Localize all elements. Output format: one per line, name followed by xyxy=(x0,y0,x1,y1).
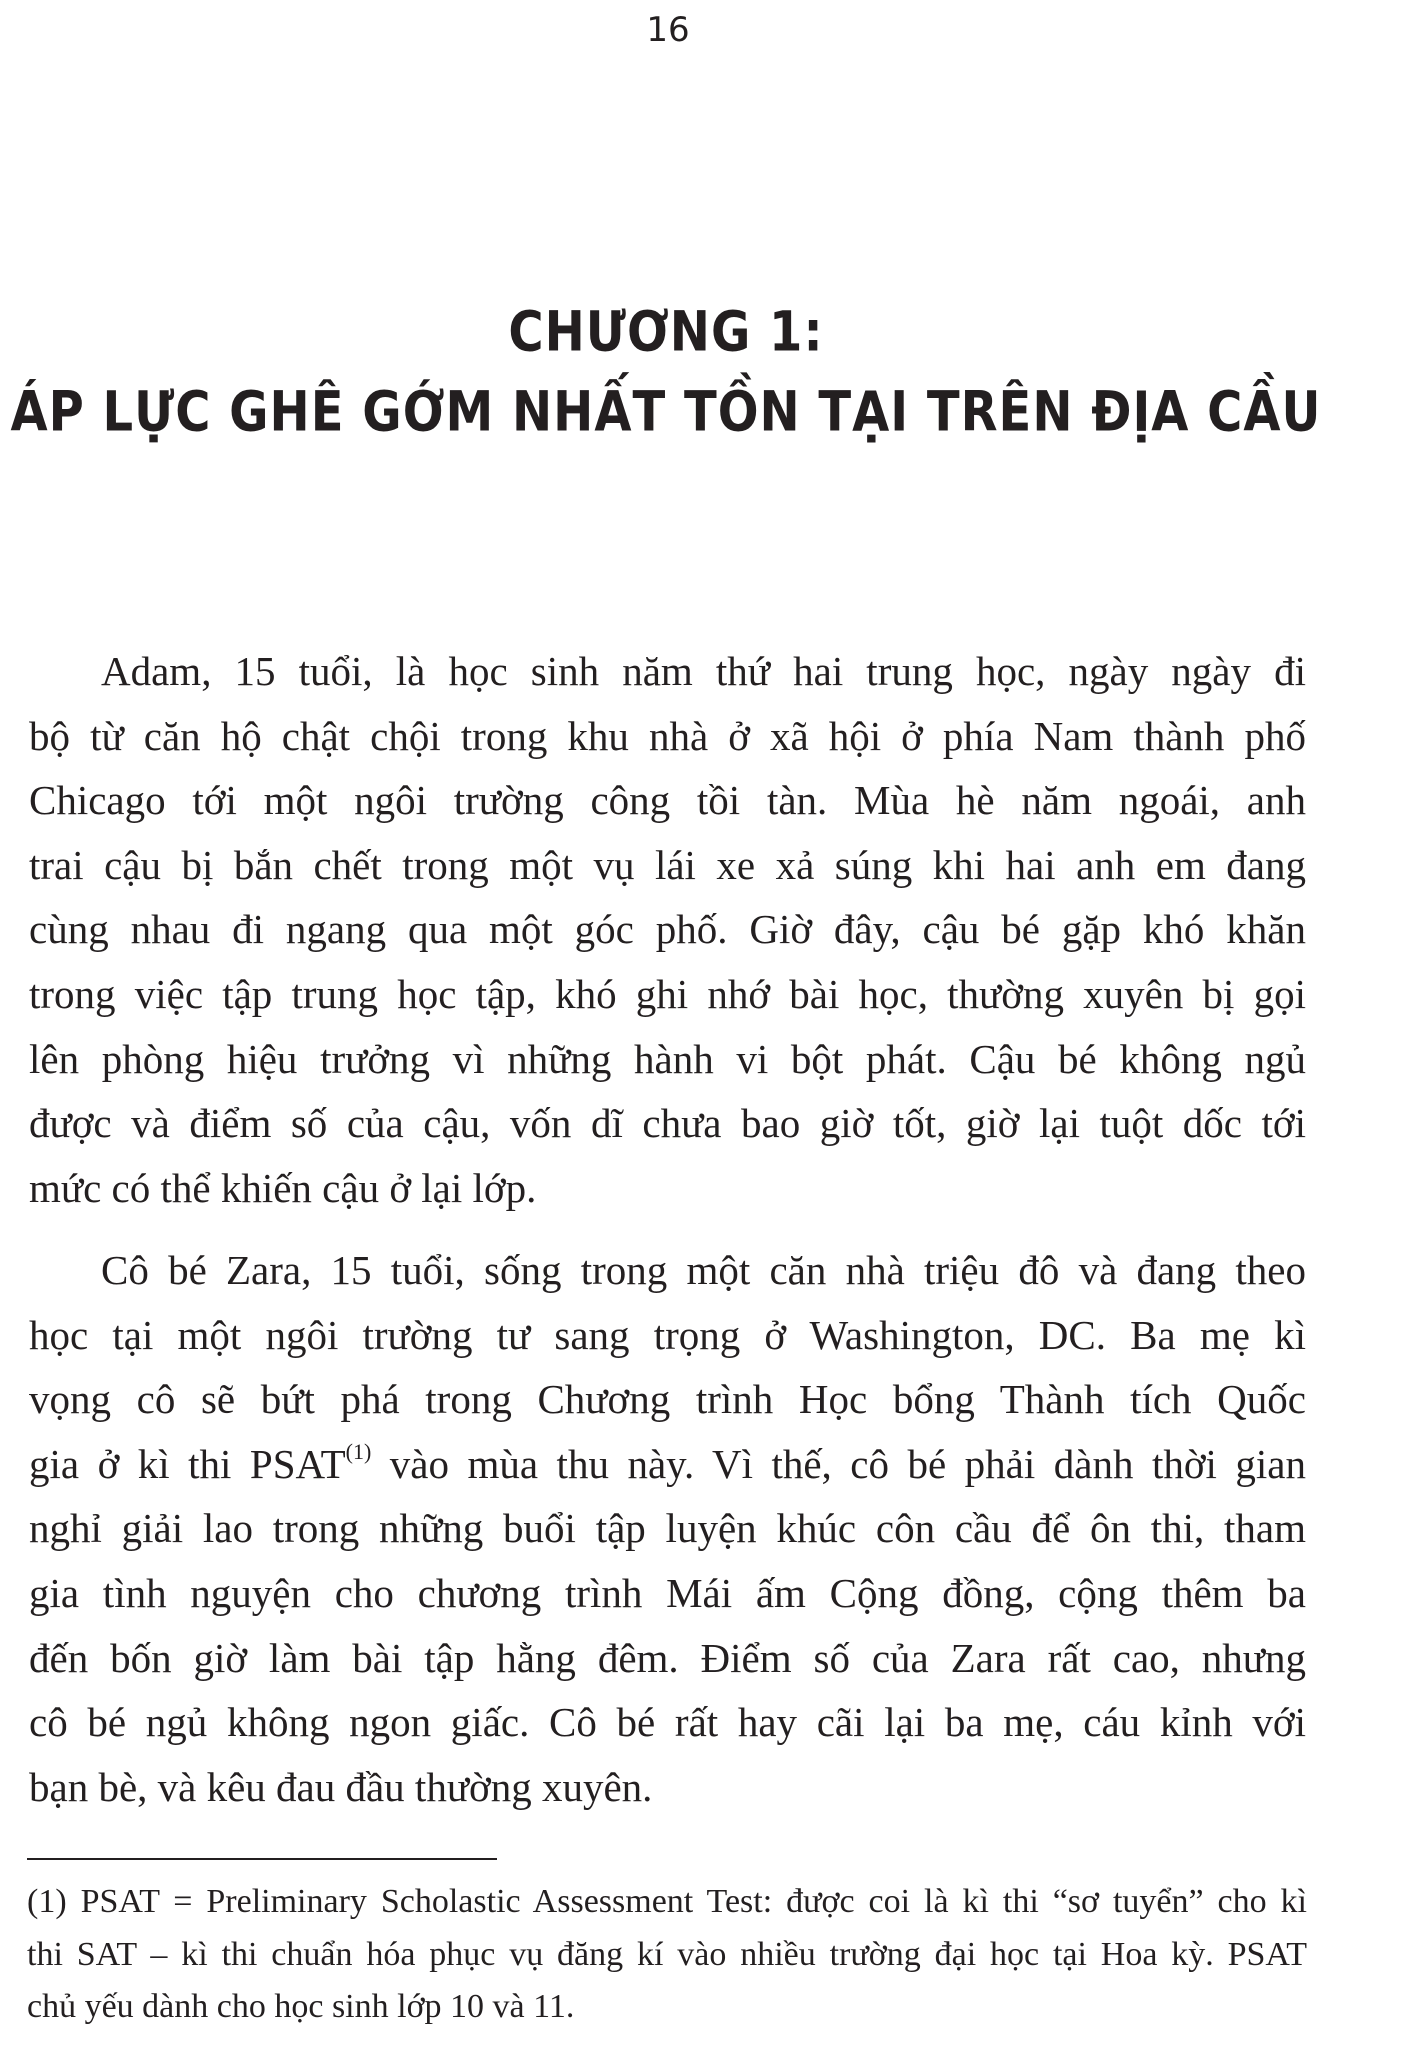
text-line: cô bé ngủ không ngon giấc. Cô bé rất hay cãi lại ba mẹ, cáu kỉnh với xyxy=(29,1699,1306,1746)
footnote-line: (1) PSAT = Preliminary Scholastic Assessment Test: được coi là kì thi “sơ tuyển” cho kì xyxy=(27,1883,1307,1920)
footnote-divider xyxy=(27,1858,497,1860)
text-segment: vào mùa thu này. Vì thế, cô bé phải dành thời gian xyxy=(371,1440,1306,1487)
text-line: nghỉ giải lao trong những buổi tập luyện khúc côn cầu để ôn thi, tham xyxy=(29,1505,1306,1552)
paragraph-adam xyxy=(29,639,1306,1220)
text-line-with-footnote xyxy=(29,1432,1306,1497)
text-line: cùng nhau đi ngang qua một góc phố. Giờ đây, cậu bé gặp khó khăn xyxy=(29,906,1306,953)
text-line: Cô bé Zara, 15 tuổi, sống trong một căn nhà triệu đô và đang theo xyxy=(101,1247,1306,1293)
chapter-title: ÁP LỰC GHÊ GỚM NHẤT TỒN TẠI TRÊN ĐỊA CẦU xyxy=(10,379,1322,445)
text-line: mức có thể khiến cậu ở lại lớp. xyxy=(29,1164,537,1211)
text-segment: gia ở kì thi PSAT xyxy=(29,1440,346,1487)
text-line: bộ từ căn hộ chật chội trong khu nhà ở xã hội ở phía Nam thành phố xyxy=(29,712,1306,759)
text-line: lên phòng hiệu trưởng vì những hành vi bột phát. Cậu bé không ngủ xyxy=(29,1035,1306,1082)
text-line: gia tình nguyện cho chương trình Mái ấm Cộng đồng, cộng thêm ba xyxy=(29,1569,1306,1616)
page-number: 16 xyxy=(646,10,690,50)
text-line: bạn bè, và kêu đau đầu thường xuyên. xyxy=(29,1763,653,1810)
text-line: Chicago tới một ngôi trường công tồi tàn. Mùa hè năm ngoái, anh xyxy=(29,777,1306,824)
text-line: vọng cô sẽ bứt phá trong Chương trình Học bổng Thành tích Quốc xyxy=(29,1376,1306,1423)
footnote xyxy=(27,1876,1307,2034)
text-line: được và điểm số của cậu, vốn dĩ chưa bao giờ tốt, giờ lại tuột dốc tới xyxy=(29,1100,1306,1147)
footnote-reference: (1) xyxy=(345,1438,372,1464)
text-line: Adam, 15 tuổi, là học sinh năm thứ hai trung học, ngày ngày đi xyxy=(101,648,1306,694)
footnote-line: chủ yếu dành cho học sinh lớp 10 và 11. xyxy=(27,1988,575,2025)
text-line: trong việc tập trung học tập, khó ghi nhớ bài học, thường xuyên bị gọi xyxy=(29,970,1306,1017)
paragraph-zara xyxy=(29,1238,1306,1819)
text-line: trai cậu bị bắn chết trong một vụ lái xe xả súng khi hai anh em đang xyxy=(29,841,1306,888)
text-line: học tại một ngôi trường tư sang trọng ở Washington, DC. Ba mẹ kì xyxy=(29,1311,1306,1358)
chapter-label: CHƯƠNG 1: xyxy=(508,299,824,365)
text-line: đến bốn giờ làm bài tập hằng đêm. Điểm số của Zara rất cao, nhưng xyxy=(29,1634,1306,1681)
footnote-line: thi SAT – kì thi chuẩn hóa phục vụ đăng kí vào nhiều trường đại học tại Hoa kỳ. PSAT xyxy=(27,1935,1307,1973)
